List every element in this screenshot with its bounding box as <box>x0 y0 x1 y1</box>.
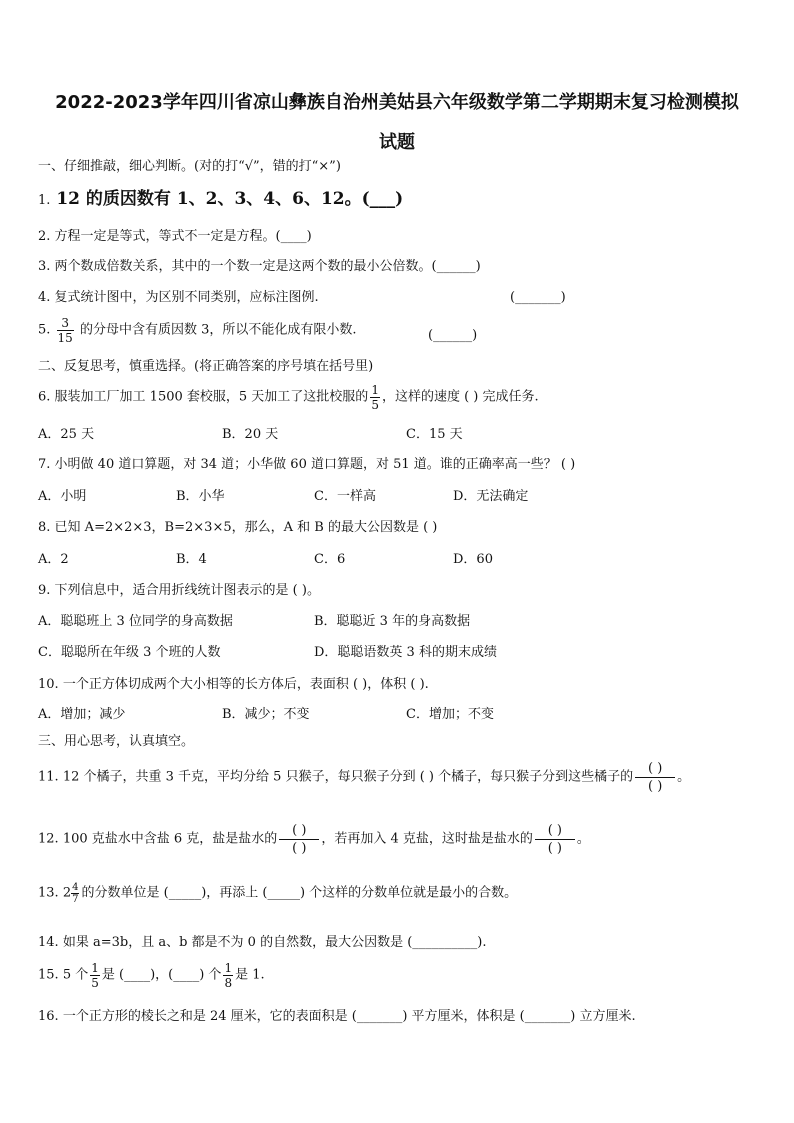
q7-option-b: B．小华 <box>176 489 225 504</box>
question-13: 13. 2 $\frac{4}{7}$ 的分数单位是 (_____)，再添上 (_____) 个这样的分数单位就是最小的合数。 <box>38 882 518 905</box>
fraction-1-8: $\frac{1}{8}$ <box>224 961 233 990</box>
section-1-heading: 一、仔细推敲，细心判断。(对的打“√”，错的打“×”) <box>38 159 341 174</box>
question-15: 15. 5 个 $\frac{1}{5}$ 是 (____)，(____) 个 $\frac{1}{8}$ 是 1. <box>38 961 265 990</box>
question-12: 12. 100 克盐水中含盐 6 克，盐是盐水的 $\frac{( )}{( )}$ ，若再加入 4 克盐，这时盐是盐水的 $\frac{( )}{( )}$ 。 <box>38 823 590 856</box>
q6-option-a: A．25 天 <box>38 427 95 442</box>
q7-option-c: C．一样高 <box>314 489 376 504</box>
question-10: 10. 一个正方体切成两个大小相等的长方体后，表面积 ( )，体积 ( ). <box>38 677 429 692</box>
answer-fraction-blank: $\frac{( )}{( )}$ <box>635 760 675 795</box>
question-16: 16. 一个正方形的棱长之和是 24 厘米，它的表面积是 (_______) 平方厘米，体积是 (_______) 立方厘米. <box>38 1009 636 1024</box>
q6-option-b: B．20 天 <box>222 427 279 442</box>
q8-option-a: A．2 <box>38 552 69 567</box>
question-3: 3. 两个数成倍数关系，其中的一个数一定是这两个数的最小公倍数。(______) <box>38 259 481 274</box>
q10-option-b: B．减少；不变 <box>222 707 310 722</box>
section-2-heading: 二、反复思考，慎重选择。(将正确答案的序号填在括号里) <box>38 359 374 374</box>
question-8: 8. 已知 A=2×2×3，B=2×3×5，那么，A 和 B 的最大公因数是 ( ) <box>38 520 438 535</box>
q6-option-c: C．15 天 <box>406 427 463 442</box>
q10-option-c: C．增加；不变 <box>406 707 494 722</box>
fraction-1-5: $\frac{1}{5}$ <box>91 961 99 990</box>
question-9: 9. 下列信息中，适合用折线统计图表示的是 ( )。 <box>38 583 320 598</box>
question-4-blank: (_______) <box>510 290 566 305</box>
q9-option-b: B．聪聪近 3 年的身高数据 <box>314 614 471 629</box>
q8-option-c: C．6 <box>314 552 346 567</box>
question-5: 5. $\frac{3}{15}$ 的分母中含有质因数 3，所以不能化成有限小数. <box>38 316 357 345</box>
q10-option-a: A．增加；减少 <box>38 707 126 722</box>
fraction-1-5: $\frac{1}{5}$ <box>371 383 379 412</box>
section-3-heading: 三、用心思考，认真填空。 <box>38 734 195 749</box>
question-1: 1. 12 的质因数有 1、2、3、4、6、12。(___) <box>38 189 404 209</box>
q7-option-d: D．无法确定 <box>453 489 529 504</box>
question-5-blank: (______) <box>428 328 478 343</box>
answer-fraction-blank: $\frac{( )}{( )}$ <box>279 822 319 857</box>
q7-option-a: A．小明 <box>38 489 87 504</box>
answer-fraction-blank: $\frac{( )}{( )}$ <box>535 822 575 857</box>
question-11: 11. 12 个橘子，共重 3 千克，平均分给 5 只猴子，每只猴子分到 ( ) 个橘子，每只猴子分到这些橘子的 $\frac{( )}{( )}$ 。 <box>38 761 691 794</box>
q9-option-d: D．聪聪语数英 3 科的期末成绩 <box>314 645 497 660</box>
q8-option-b: B．4 <box>176 552 207 567</box>
question-6: 6. 服装加工厂加工 1500 套校服，5 天加工了这批校服的 $\frac{1}{5}$ ，这样的速度 ( ) 完成任务. <box>38 383 539 412</box>
question-2: 2. 方程一定是等式，等式不一定是方程。(____) <box>38 229 312 244</box>
q8-option-d: D．60 <box>453 552 493 567</box>
question-4: 4. 复式统计图中，为区别不同类别，应标注图例. <box>38 290 319 305</box>
mixed-number: 2 $\frac{4}{7}$ <box>62 882 79 905</box>
title-line-1: 2022-2023学年四川省凉山彝族自治州美姑县六年级数学第二学期期末复习检测模拟 <box>55 92 739 113</box>
q9-option-c: C．聪聪所在年级 3 个班的人数 <box>38 645 221 660</box>
question-7: 7. 小明做 40 道口算题，对 34 道；小华做 60 道口算题，对 51 道。谁的正确率高一些？ ( ) <box>38 457 576 472</box>
title-line-2: 试题 <box>379 132 415 153</box>
q9-option-a: A．聪聪班上 3 位同学的身高数据 <box>38 614 233 629</box>
question-14: 14. 如果 a=3b，且 a、b 都是不为 0 的自然数，最大公因数是 (__________). <box>38 935 487 950</box>
fraction-3-15: $\frac{3}{15}$ <box>57 316 73 345</box>
